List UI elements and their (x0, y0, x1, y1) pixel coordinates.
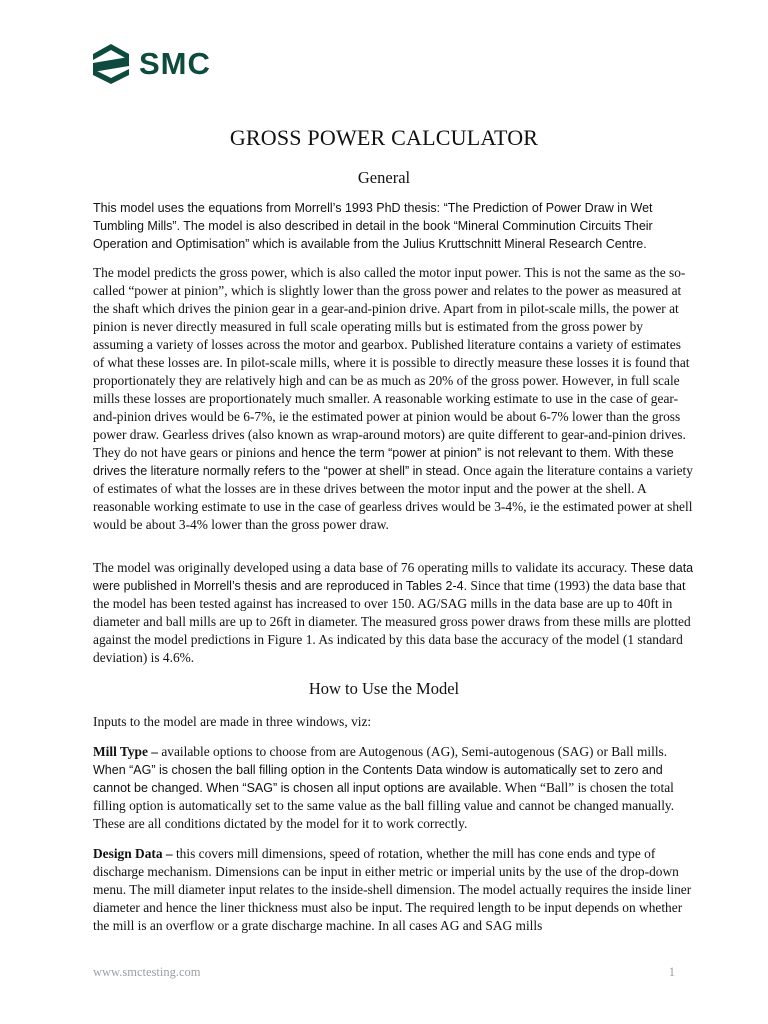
section-heading-general: General (357, 168, 411, 187)
paragraph-design-data-text: this covers mill dimensions, speed of rotation, whether the mill has cone ends and type of discharge mechanism. Dimensions can be input in either metric or imperial units by the use of the drop-down menu. The mill diameter input relates to the inside-shell dimension. The model actually requires the inside liner diameter and hence the liner thickness must also be input. The required length to be input depends on whether the mill is an overflow or a grate discharge machine. In all cases AG and SAG mills (93, 846, 692, 933)
mill-type-label: Mill Type – (93, 744, 158, 759)
paragraph-mill-type-text-b: When “AG” is chosen the ball filling option in the Contents Data window is automatically set to zero and cannot be changed. When “SAG” is chosen all input options are available. (93, 763, 663, 795)
paragraph-gross-power-text-b: hence the term “power at pinion” is not relevant to them. With these drives the literature normally refers to the “power at shell” in stead. (93, 446, 674, 478)
paragraph-gross-power-text-c: Once again the literature contains a variety of estimates of what the losses are in these drives between the motor input and the power at the shell. A reasonable working estimate to use in the case of gearless drives would be 3-4%, ie the estimated power at shell would be about 3-4% lower than the gross power draw. (93, 463, 693, 532)
paragraph-mill-type-text-c: When “Ball” is chosen the total filling option is automatically set to the same value as the ball filling value and cannot be changed manually. These are all conditions dictated by the model for it to work correctly. (93, 780, 675, 831)
smc-logo (93, 44, 211, 84)
paragraph-mill-type (93, 743, 695, 833)
paragraph-database-text-b: These data were published in Morrell’s thesis and are reproduced in Tables 2-4. (93, 561, 694, 593)
paragraph-mill-type-text-a: available options to choose from are Autogenous (AG), Semi-autogenous (SAG) or Ball mills. (157, 744, 668, 759)
page-title: GROSS POWER CALCULATOR (229, 125, 539, 150)
paragraph-intro-text: This model uses the equations from Morrell’s 1993 PhD thesis: “The Prediction of Power Draw in Wet Tumbling Mills”. The model is also described in detail in the book “Mineral Comminution Circuits Their Operation and Optimisation” which is available from the Julius Kruttschnitt Mineral Research Centre. (93, 201, 653, 251)
page-footer (93, 965, 675, 980)
logo-text: SMC (139, 46, 211, 81)
paragraph-design-data (93, 845, 695, 935)
footer-website-link[interactable]: www.smctesting.com (93, 965, 201, 979)
paragraph-database-text-a: The model was originally developed using a data base of 76 operating mills to validate its accuracy. (93, 560, 628, 575)
paragraph-gross-power-text-a: The model predicts the gross power, which is also called the motor input power. This is not the same as the so-called “power at pinion”, which is slightly lower than the gross power and relates to the power as measured at the shaft which drives the pinion gear in a gear-and-pinion drive. Apart from in pilot-scale mills, the power at pinion is never directly measured in full scale operating mills but is estimated from the gross power by assuming a variety of losses across the motor and gearbox. Published literature contains a variety of estimates of what these losses are. In pilot-scale mills, where it is possible to directly measure these losses it is found that proportionately they are relatively high and can be as much as 20% of the gross power. However, in full scale mills these losses are proportionately much smaller. A reasonable working estimate to use in the case of gear-and-pinion drives would be 6-7%, ie the estimated power at pinion would be about 6-7% lower than the gross power draw. Gearless drives (also known as wrap-around motors) are quite different to gear-and-pinion drives. They do not have gears or pinions and (93, 265, 690, 460)
paragraph-inputs-text: Inputs to the model are made in three windows, viz: (93, 714, 372, 729)
paragraph-database-text-c: Since that time (1993) the data base that the model has been tested against has increased to over 150. AG/SAG mills in the data base are up to 40ft in diameter and ball mills are up to 26ft in diameter. The measured gross power draws from these mills are plotted against the model predictions in Figure 1. As indicated by this data base the accuracy of the model (1 standard deviation) is 4.6%. (93, 578, 691, 665)
paragraph-inputs (93, 713, 695, 731)
smc-logo-icon (93, 44, 129, 84)
design-data-label: Design Data – (93, 846, 173, 861)
footer-page-number: 1 (668, 965, 675, 979)
section-heading-how-to-use: How to Use the Model (308, 679, 460, 698)
paragraph-intro (93, 199, 695, 253)
paragraph-gross-power (93, 264, 695, 534)
paragraph-database (93, 559, 695, 667)
